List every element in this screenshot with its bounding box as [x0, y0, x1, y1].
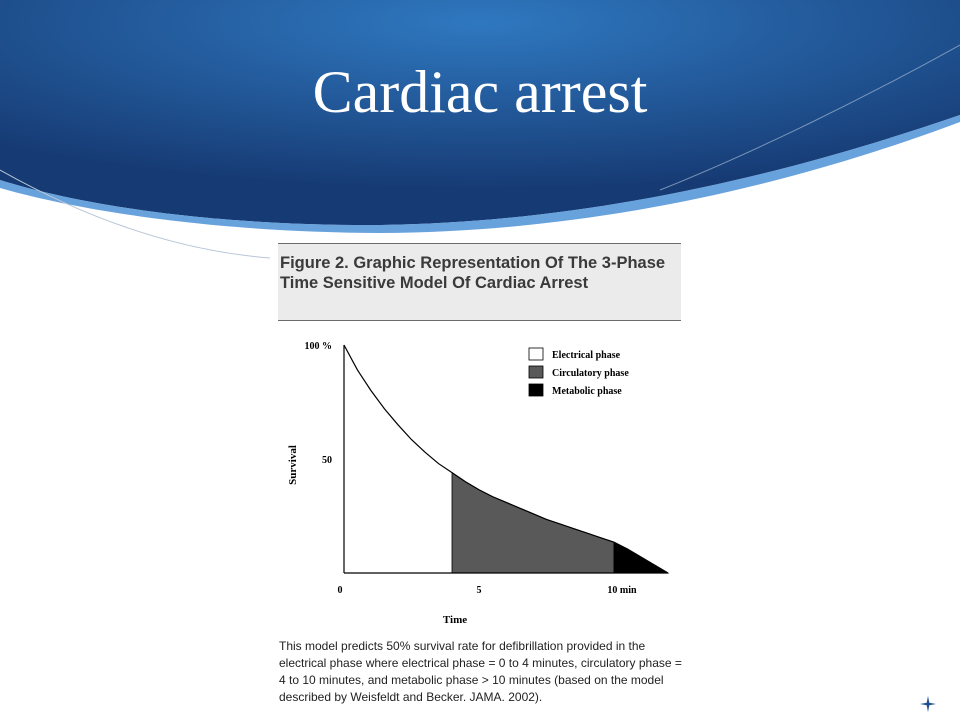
phase-areas [344, 345, 668, 573]
legend-label: Electrical phase [552, 350, 621, 361]
figure-title: Figure 2. Graphic Representation Of The 3-Phase Time Sensitive Model Of Cardiac Arrest [280, 254, 666, 292]
star-icon [920, 696, 936, 712]
x-tick-label: 0 [337, 585, 343, 596]
header-background [0, 0, 960, 280]
y-axis-label: Survival [287, 445, 299, 485]
figure-caption: This model predicts 50% survival rate for defibrillation provided in the electrical phase where electrical phase = 0 to 4 minutes, circulatory phase = 4 to 10 minutes, and metabolic phase > 10 minutes (based on the model described by Weisfeldt and Becker. JAMA. 2002). [279, 639, 682, 704]
legend-label: Circulatory phase [552, 368, 629, 379]
y-tick-label: 50 [322, 455, 332, 466]
x-tick-label: 5 [476, 585, 482, 596]
figure-title-box [278, 243, 681, 321]
x-tick-label: 10 min [607, 585, 637, 596]
legend-swatch [529, 384, 543, 396]
slide-title: Cardiac arrest [312, 59, 648, 125]
y-tick-label: 100 % [304, 341, 332, 352]
legend-swatch [529, 348, 543, 360]
x-axis-label: Time [442, 614, 468, 626]
legend [529, 348, 629, 397]
phase-area-electrical-phase [344, 345, 452, 573]
legend-label: Metabolic phase [552, 386, 622, 397]
survival-chart [280, 325, 680, 635]
legend-swatch [529, 366, 543, 378]
